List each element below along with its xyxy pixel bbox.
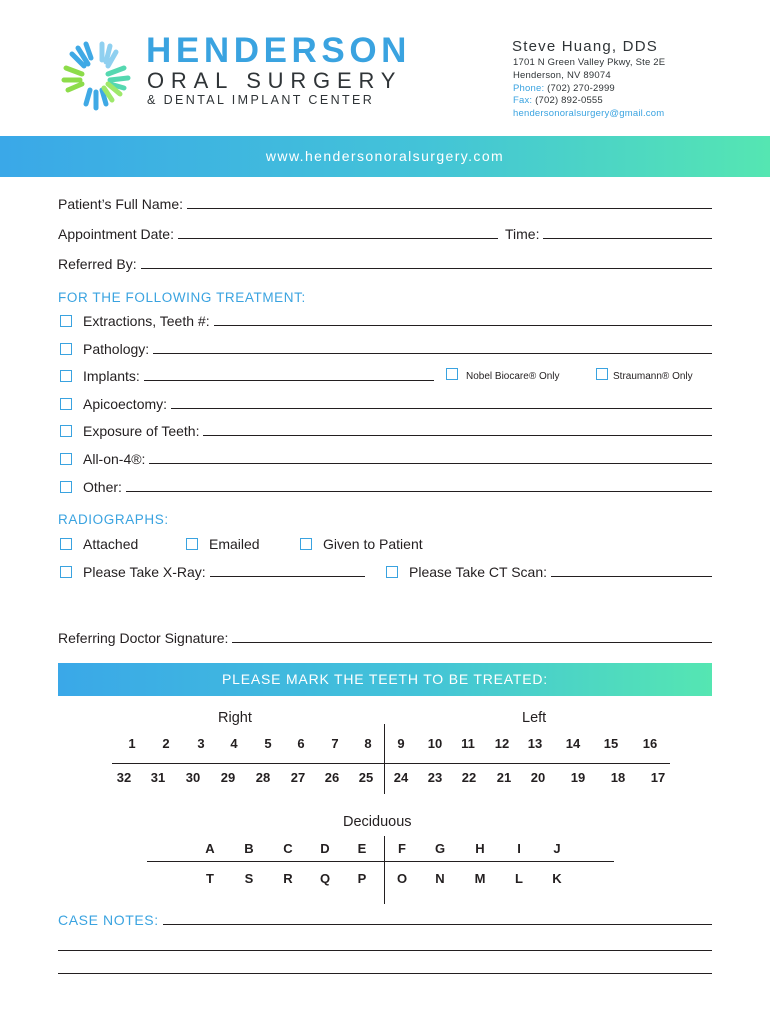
email-link[interactable]: hendersonoralsurgery@gmail.com: [513, 108, 665, 119]
tooth-5[interactable]: 5: [264, 736, 272, 751]
tooth-9[interactable]: 9: [397, 736, 405, 751]
apicoectomy-checkbox[interactable]: [60, 398, 72, 410]
pathology-label: Pathology:: [83, 341, 150, 357]
deciduous-tooth-H[interactable]: H: [475, 841, 485, 856]
extractions-checkbox[interactable]: [60, 315, 72, 327]
tooth-15[interactable]: 15: [603, 736, 619, 751]
tooth-7[interactable]: 7: [331, 736, 339, 751]
deciduous-tooth-M[interactable]: M: [474, 871, 486, 886]
deciduous-tooth-Q[interactable]: Q: [319, 871, 331, 886]
deciduous-tooth-G[interactable]: G: [434, 841, 446, 856]
patient-name-row: [58, 196, 712, 212]
deciduous-tooth-T[interactable]: T: [206, 871, 214, 886]
tooth-11[interactable]: 11: [461, 736, 475, 751]
nobel-label: Nobel Biocare® Only: [466, 371, 560, 382]
tooth-32[interactable]: 32: [116, 770, 132, 785]
implants-checkbox[interactable]: [60, 370, 72, 382]
other-field[interactable]: [126, 490, 712, 492]
tooth-31[interactable]: 31: [150, 770, 166, 785]
tooth-21[interactable]: 21: [496, 770, 512, 785]
deciduous-tooth-S[interactable]: S: [244, 871, 254, 886]
deciduous-tooth-N[interactable]: N: [435, 871, 445, 886]
teeth-heading: PLEASE MARK THE TEETH TO BE TREATED:: [222, 671, 548, 687]
attached-label: Attached: [83, 536, 139, 552]
fax-label: Fax:: [513, 95, 533, 106]
all-on-4-field[interactable]: [149, 462, 712, 464]
extractions-row: [60, 313, 712, 329]
deciduous-tooth-B[interactable]: B: [244, 841, 254, 856]
tooth-30[interactable]: 30: [185, 770, 201, 785]
tooth-6[interactable]: 6: [297, 736, 305, 751]
ct-row: [386, 564, 712, 580]
deciduous-tooth-J[interactable]: J: [553, 841, 561, 856]
other-row: [60, 479, 712, 495]
emailed-option: [186, 536, 260, 552]
tooth-28[interactable]: 28: [255, 770, 271, 785]
referred-by-label: Referred By:: [58, 256, 137, 272]
exposure-field[interactable]: [203, 434, 712, 436]
doctor-name: Steve Huang, DDS: [512, 38, 658, 55]
given-label: Given to Patient: [323, 536, 423, 552]
extractions-label: Extractions, Teeth #:: [83, 313, 210, 329]
ct-checkbox[interactable]: [386, 566, 398, 578]
case-notes-field-1[interactable]: [163, 923, 712, 925]
all-on-4-checkbox[interactable]: [60, 453, 72, 465]
appointment-row: [58, 226, 498, 242]
tooth-13[interactable]: 13: [527, 736, 543, 751]
case-notes-field-2[interactable]: [58, 950, 712, 951]
signature-field[interactable]: [232, 641, 712, 643]
all-on-4-label: All-on-4®:: [83, 451, 146, 467]
nobel-checkbox[interactable]: [446, 368, 458, 380]
time-field[interactable]: [543, 237, 712, 239]
case-notes-label: CASE NOTES:: [58, 912, 159, 928]
deciduous-tooth-F[interactable]: F: [398, 841, 406, 856]
deciduous-tooth-E[interactable]: E: [357, 841, 367, 856]
treatment-heading: FOR THE FOLLOWING TREATMENT:: [58, 290, 306, 305]
case-notes-row: [58, 912, 712, 928]
deciduous-midline-horizontal: [147, 861, 614, 862]
brand-name: HENDERSON: [146, 31, 412, 70]
deciduous-tooth-A[interactable]: A: [205, 841, 215, 856]
tooth-10[interactable]: 10: [427, 736, 443, 751]
apicoectomy-label: Apicoectomy:: [83, 396, 168, 412]
tooth-24[interactable]: 24: [393, 770, 409, 785]
tooth-12[interactable]: 12: [494, 736, 510, 751]
exposure-checkbox[interactable]: [60, 425, 72, 437]
deciduous-tooth-K[interactable]: K: [552, 871, 562, 886]
all-on-4-row: [60, 451, 712, 467]
implants-field[interactable]: [144, 379, 434, 381]
permanent-midline-horizontal: [112, 763, 670, 764]
tooth-26[interactable]: 26: [324, 770, 340, 785]
nobel-option: [446, 368, 560, 382]
address-line-1: 1701 N Green Valley Pkwy, Ste 2E: [513, 57, 666, 68]
phone-label: Phone:: [513, 83, 545, 94]
implants-row: [60, 368, 434, 384]
address-line-2: Henderson, NV 89074: [513, 70, 611, 81]
tooth-22[interactable]: 22: [461, 770, 477, 785]
tooth-23[interactable]: 23: [427, 770, 443, 785]
tooth-25[interactable]: 25: [358, 770, 374, 785]
emailed-checkbox[interactable]: [186, 538, 198, 550]
brand-subtitle: ORAL SURGERY: [147, 68, 403, 93]
emailed-label: Emailed: [209, 536, 260, 552]
left-label: Left: [522, 710, 547, 726]
tooth-27[interactable]: 27: [290, 770, 306, 785]
ct-field[interactable]: [551, 575, 712, 577]
straumann-checkbox[interactable]: [596, 368, 608, 380]
tooth-8[interactable]: 8: [364, 736, 372, 751]
appointment-date-field[interactable]: [178, 237, 498, 239]
deciduous-tooth-D[interactable]: D: [320, 841, 330, 856]
apicoectomy-row: [60, 396, 712, 412]
tooth-29[interactable]: 29: [220, 770, 236, 785]
right-label: Right: [218, 710, 252, 726]
permanent-midline-vertical: [384, 724, 385, 794]
tooth-1[interactable]: 1: [128, 736, 136, 751]
attached-option: [60, 536, 138, 552]
apicoectomy-field[interactable]: [171, 407, 712, 409]
other-label: Other:: [83, 479, 122, 495]
exposure-row: [60, 423, 712, 439]
deciduous-tooth-P[interactable]: P: [357, 871, 367, 886]
fax-line: [513, 95, 603, 106]
deciduous-label: Deciduous: [343, 814, 412, 830]
xray-row: [60, 564, 365, 580]
logo-mark-icon: [58, 38, 134, 114]
referred-by-field[interactable]: [141, 267, 712, 269]
phone-number: (702) 270-2999: [547, 83, 615, 94]
pathology-checkbox[interactable]: [60, 343, 72, 355]
given-checkbox[interactable]: [300, 538, 312, 550]
website-banner: [0, 136, 770, 177]
case-notes-field-3[interactable]: [58, 973, 712, 974]
xray-checkbox[interactable]: [60, 566, 72, 578]
xray-field[interactable]: [210, 575, 365, 577]
tooth-17[interactable]: 17: [650, 770, 666, 785]
straumann-option: [596, 368, 693, 382]
ct-label: Please Take CT Scan:: [409, 564, 548, 580]
phone-line: [513, 83, 615, 94]
patient-name-label: Patient’s Full Name:: [58, 196, 184, 212]
referred-row: [58, 256, 712, 272]
website-link[interactable]: www.hendersonoralsurgery.com: [265, 148, 505, 164]
patient-name-field[interactable]: [187, 207, 712, 209]
deciduous-tooth-I[interactable]: I: [517, 841, 521, 856]
given-option: [300, 536, 423, 552]
radiographs-heading: RADIOGRAPHS:: [58, 512, 169, 527]
tooth-3[interactable]: 3: [197, 736, 205, 751]
deciduous-tooth-O[interactable]: O: [396, 871, 408, 886]
tooth-19[interactable]: 19: [570, 770, 586, 785]
deciduous-tooth-L[interactable]: L: [515, 871, 523, 886]
brand-tagline: & DENTAL IMPLANT CENTER: [147, 93, 375, 107]
straumann-label: Straumann® Only: [613, 371, 693, 382]
fax-number: (702) 892-0555: [535, 95, 603, 106]
deciduous-midline-vertical: [384, 836, 385, 904]
pathology-field[interactable]: [153, 352, 712, 354]
tooth-4[interactable]: 4: [230, 736, 238, 751]
appointment-date-label: Appointment Date:: [58, 226, 174, 242]
deciduous-tooth-C[interactable]: C: [283, 841, 293, 856]
xray-label: Please Take X-Ray:: [83, 564, 206, 580]
tooth-16[interactable]: 16: [642, 736, 658, 751]
tooth-18[interactable]: 18: [610, 770, 626, 785]
teeth-banner: [58, 663, 712, 696]
attached-checkbox[interactable]: [60, 538, 72, 550]
pathology-row: [60, 341, 712, 357]
signature-row: [58, 630, 712, 646]
time-row: [505, 226, 712, 242]
exposure-label: Exposure of Teeth:: [83, 423, 200, 439]
tooth-20[interactable]: 20: [530, 770, 546, 785]
time-label: Time:: [505, 226, 540, 242]
deciduous-tooth-R[interactable]: R: [283, 871, 293, 886]
extractions-field[interactable]: [214, 324, 712, 326]
tooth-14[interactable]: 14: [565, 736, 581, 751]
implants-label: Implants:: [83, 368, 140, 384]
signature-label: Referring Doctor Signature:: [58, 630, 229, 646]
tooth-2[interactable]: 2: [162, 736, 170, 751]
other-checkbox[interactable]: [60, 481, 72, 493]
